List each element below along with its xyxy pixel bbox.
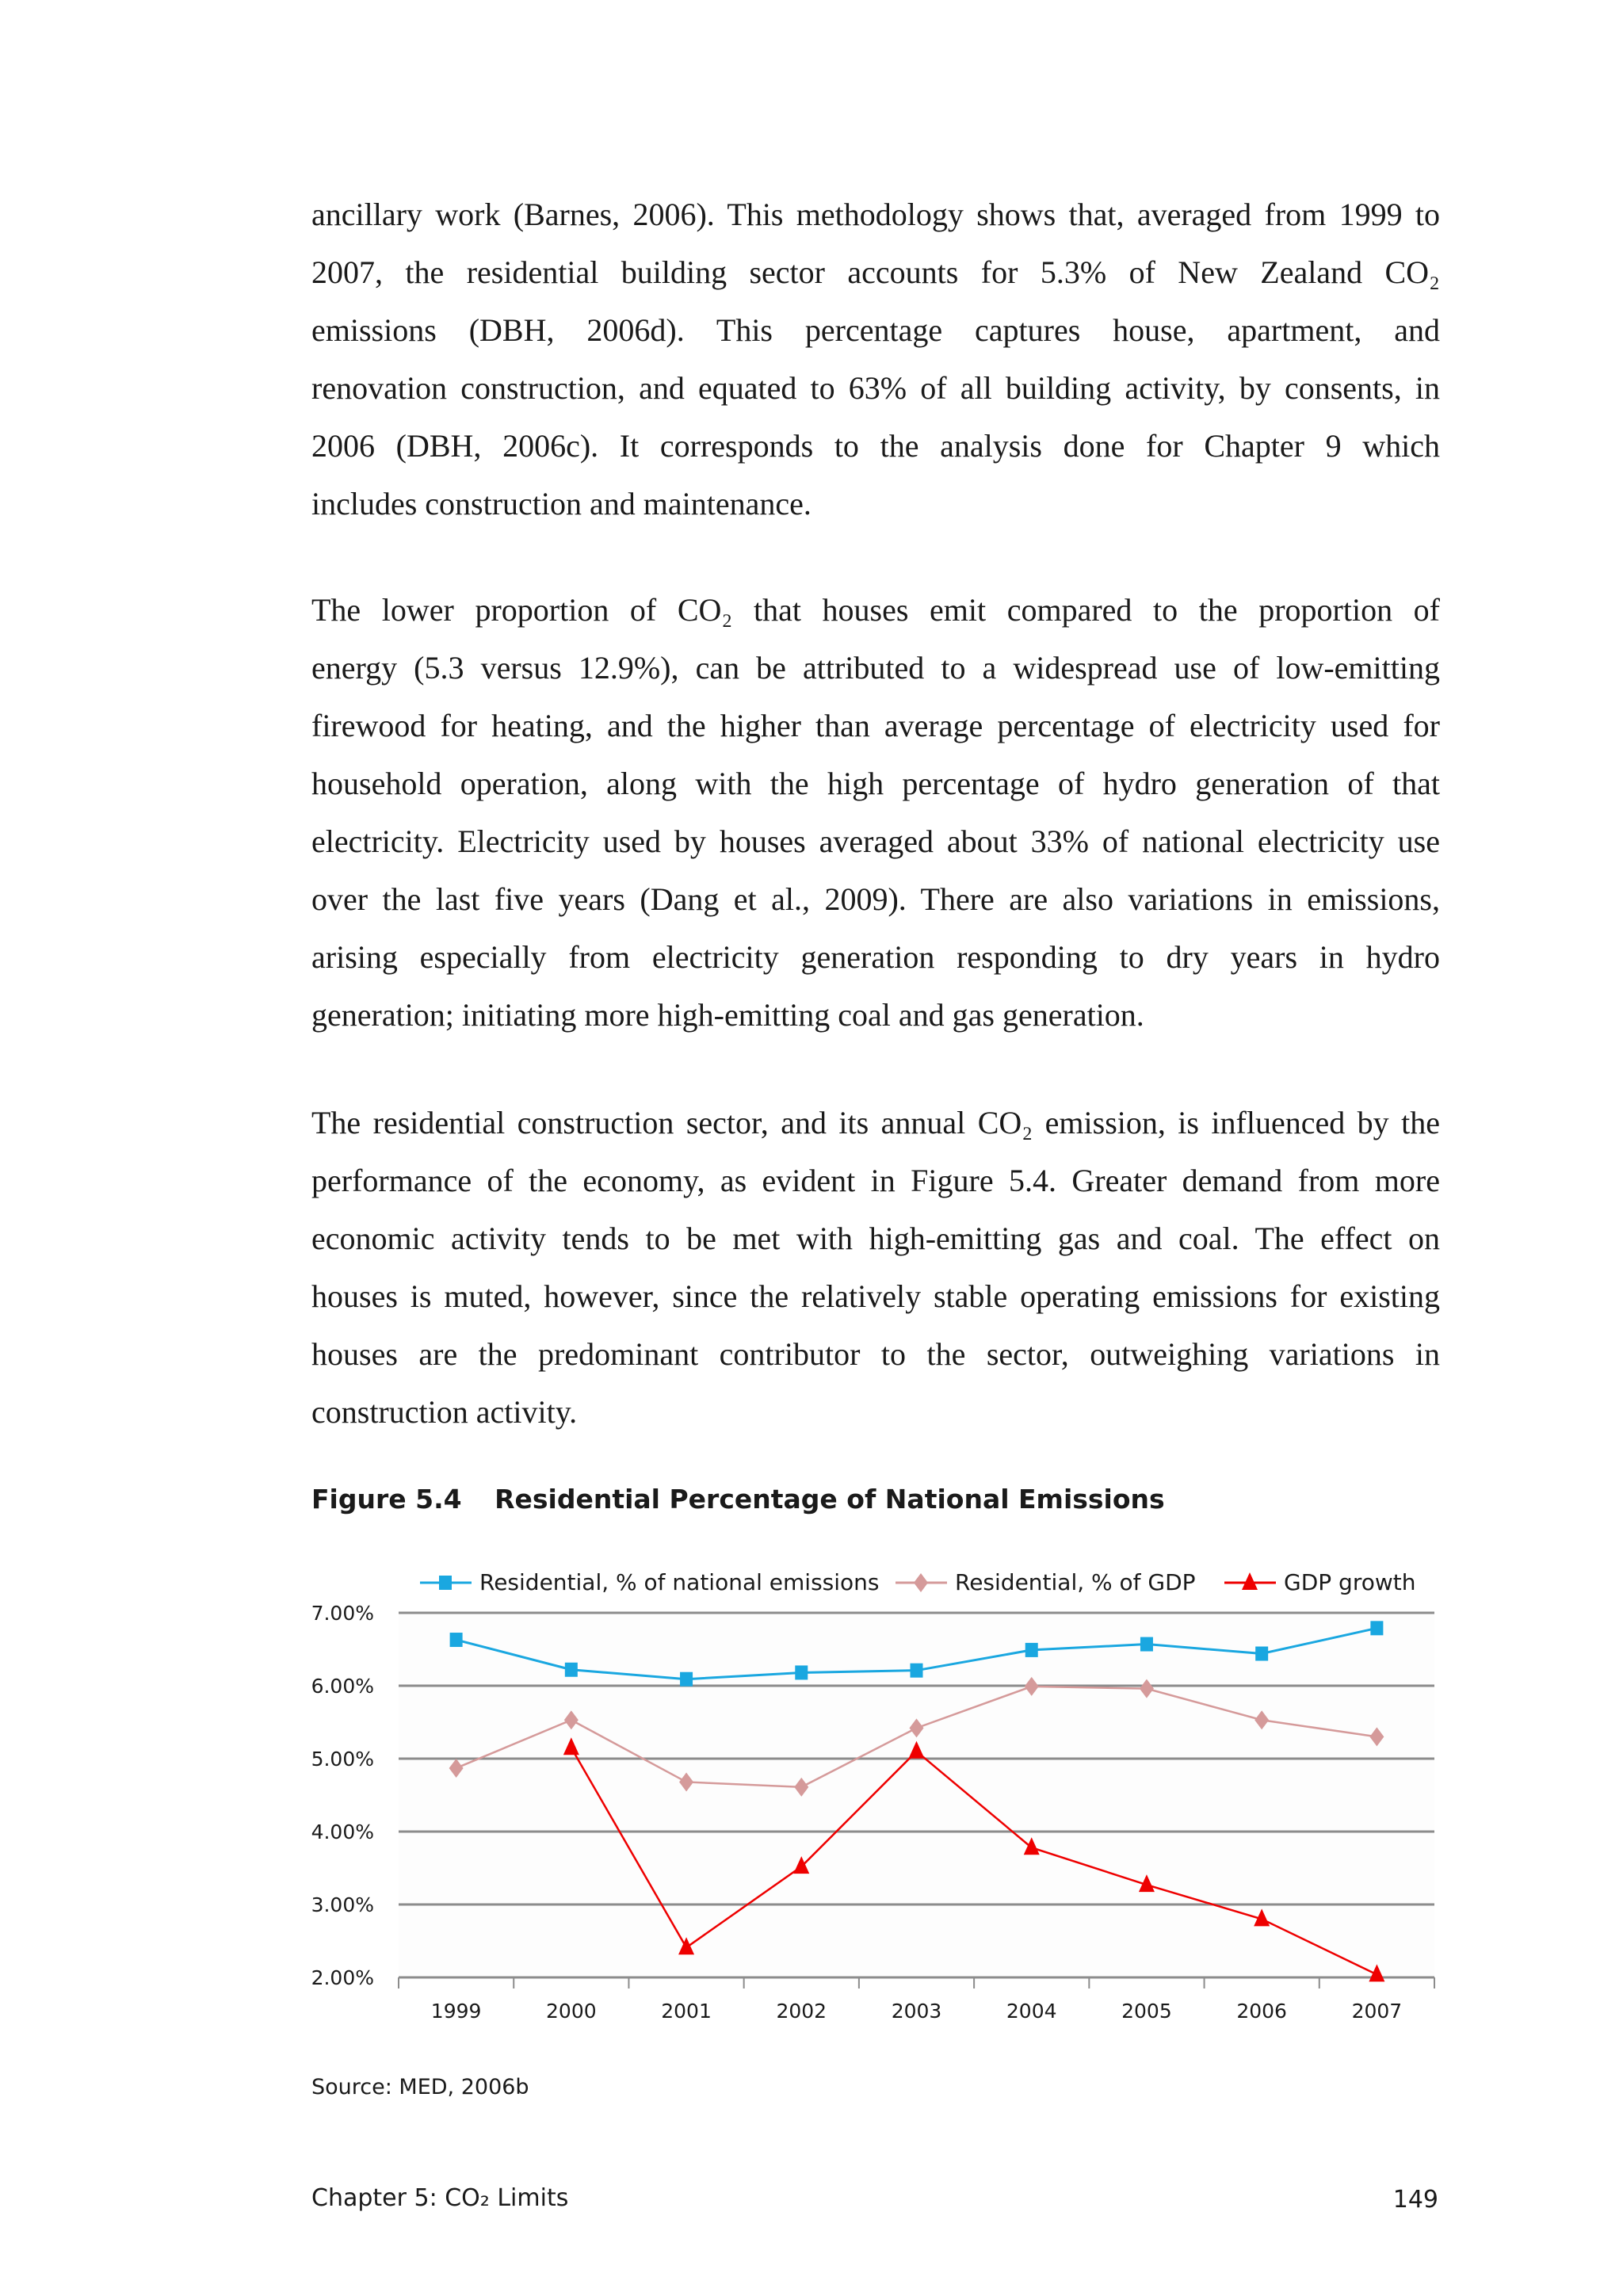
figure-number: Figure 5.4	[311, 1484, 462, 1515]
text-line: performance of the economy, as evident in Figure 5.4. Greater demand from more	[311, 1163, 1440, 1198]
figure-title: Residential Percentage of National Emissions	[495, 1484, 1165, 1515]
y-tick-label: 6.00%	[311, 1675, 374, 1698]
x-tick-label: 2004	[1006, 2000, 1057, 2023]
x-tick-label: 2001	[661, 2000, 712, 2023]
y-tick-label: 5.00%	[311, 1748, 374, 1771]
y-tick-label: 7.00%	[311, 1602, 374, 1625]
figure-caption	[311, 1484, 1165, 1515]
data-point-national-emissions	[911, 1664, 923, 1678]
x-tick-label: 2006	[1236, 2000, 1287, 2023]
legend-marker-gdp-share	[914, 1573, 928, 1592]
text-line: economic activity tends to be met with high-emitting gas and coal. The effect on	[311, 1221, 1440, 1256]
data-point-national-emissions	[1140, 1637, 1153, 1652]
text-line: emissions (DBH, 2006d). This percentage captures house, apartment, and	[311, 312, 1440, 348]
legend-label-gdp-growth: GDP growth	[1284, 1569, 1416, 1595]
y-tick-label: 2.00%	[311, 1966, 374, 1989]
text-line: household operation, along with the high percentage of hydro generation of that	[311, 766, 1440, 801]
legend-marker-gdp-growth	[1242, 1572, 1258, 1590]
text-line: 2006 (DBH, 2006c). It corresponds to the analysis done for Chapter 9 which	[311, 428, 1440, 464]
data-point-national-emissions	[565, 1663, 578, 1677]
x-tick-label: 2000	[546, 2000, 597, 2023]
footer-chapter: Chapter 5: CO₂ Limits	[311, 2184, 569, 2212]
line-chart	[0, 1538, 1623, 2045]
legend-label-national-emissions: Residential, % of national emissions	[479, 1569, 880, 1595]
paragraph-1	[311, 185, 1440, 533]
paragraph-3	[311, 1094, 1440, 1441]
legend-marker-national-emissions	[439, 1576, 452, 1590]
y-tick-label: 4.00%	[311, 1820, 374, 1843]
text-line: over the last five years (Dang et al., 2009). There are also variations in emissions,	[311, 881, 1440, 917]
figure-source: Source: MED, 2006b	[311, 2075, 529, 2099]
text-line: 2007, the residential building sector accounts for 5.3% of New Zealand CO₂	[311, 254, 1440, 290]
text-line: houses is muted, however, since the relatively stable operating emissions for existing	[311, 1278, 1440, 1314]
text-line: includes construction and maintenance.	[311, 486, 812, 521]
text-line: energy (5.3 versus 12.9%), can be attributed to a widespread use of low-emitting	[311, 650, 1440, 686]
x-tick-label: 2007	[1351, 2000, 1403, 2023]
text-line: firewood for heating, and the higher than average percentage of electricity used for	[311, 708, 1440, 743]
text-line: houses are the predominant contributor to the sector, outweighing variations in	[311, 1336, 1440, 1372]
data-point-national-emissions	[795, 1665, 808, 1679]
data-point-national-emissions	[680, 1672, 693, 1687]
text-line: The residential construction sector, and its annual CO₂ emission, is influenced by the	[311, 1105, 1440, 1140]
paragraph-2	[311, 581, 1440, 1044]
x-tick-label: 2002	[776, 2000, 827, 2023]
data-point-national-emissions	[450, 1633, 463, 1647]
y-tick-label: 3.00%	[311, 1893, 374, 1916]
data-point-national-emissions	[1255, 1647, 1268, 1661]
text-line: generation; initiating more high-emitting coal and gas generation.	[311, 997, 1144, 1033]
text-line: arising especially from electricity generation responding to dry years in hydro	[311, 939, 1440, 975]
legend-label-gdp-share: Residential, % of GDP	[955, 1569, 1196, 1595]
data-point-national-emissions	[1025, 1643, 1038, 1657]
data-point-national-emissions	[1370, 1621, 1383, 1635]
text-line: renovation construction, and equated to 63% of all building activity, by consents, in	[311, 370, 1440, 406]
x-tick-label: 1999	[430, 2000, 482, 2023]
text-line: construction activity.	[311, 1394, 578, 1430]
text-line: electricity. Electricity used by houses averaged about 33% of national electricity use	[311, 823, 1440, 859]
x-tick-label: 2003	[891, 2000, 942, 2023]
text-line: ancillary work (Barnes, 2006). This methodology shows that, averaged from 1999 to	[311, 197, 1440, 232]
text-line: The lower proportion of CO₂ that houses emit compared to the proportion of	[311, 592, 1440, 628]
x-tick-label: 2005	[1121, 2000, 1172, 2023]
page-number: 149	[1392, 2186, 1438, 2214]
